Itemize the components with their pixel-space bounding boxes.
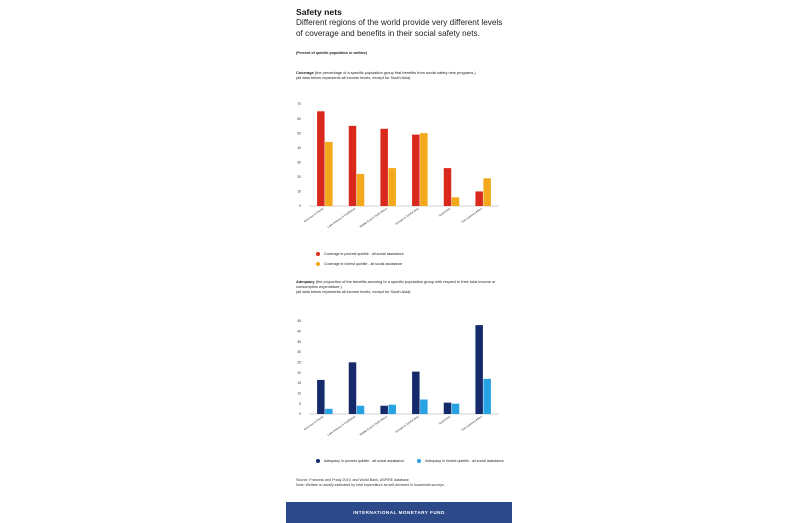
coverage-bar-richest [325,142,333,206]
y-tick-label: 40 [297,329,301,334]
category-label: Middle East & North Africa [358,206,388,229]
adequacy-bar-richest [325,409,333,414]
coverage-bar-richest [452,197,460,206]
category-label: Europe & Central Asia [394,206,420,226]
y-tick-label: 35 [297,339,301,344]
legend-dot-red [316,252,320,256]
coverage-note: (all data below represents all income levels, except for South Asia) [296,75,411,81]
y-tick-label: 30 [297,160,301,165]
legend-label: Coverage in richest quintile - all social assistance [324,262,403,266]
category-label: East Asia & Pacific [303,414,325,432]
adequacy-bar-poorest [412,372,420,414]
y-tick-label: 20 [297,175,301,180]
coverage-label: Coverage [296,70,314,75]
infographic-title: Safety nets [296,7,342,17]
y-tick-label: 50 [297,131,301,136]
coverage-bar-poorest [317,111,325,206]
legend-label: Coverage in poorest quintile - all social assistance [324,252,404,256]
infographic-subtitle: Different regions of the world provide very different levels of coverage and benefits in their social safety nets. [296,18,503,38]
adequacy-bar-richest [388,405,396,414]
coverage-bar-poorest [380,129,388,206]
legend-dot-orange [316,262,320,266]
category-label: Sub-Saharan Africa [460,206,483,224]
adequacy-definition: (the proportion of the benefits accruing to a specific population group with respect to their total income or consumption expenditure.) [296,279,496,290]
welfare-note: Note: Welfare is usually estimated by total expenditure as self-declared in household surveys. [296,483,445,488]
category-label: South Asia [437,414,452,426]
adequacy-bar-richest [357,406,365,414]
y-tick-label: 60 [297,116,301,121]
adequacy-label: Adequacy [296,279,315,284]
category-label: Latin America & Caribbean [326,206,357,229]
coverage-legend-poorest [316,252,416,257]
coverage-bar-poorest [412,135,420,206]
adequacy-note: (all data below represents all income levels, except for South Asia) [296,289,411,295]
coverage-chart [286,98,512,228]
coverage-bar-richest [357,174,365,206]
legend-label: Adequacy in richest quintile - all social assistance [425,459,504,463]
coverage-bar-richest [420,133,428,206]
category-label: Latin America & Caribbean [326,414,357,437]
y-tick-label: 70 [297,102,301,107]
adequacy-bar-poorest [349,362,357,414]
y-tick-label: 25 [297,360,301,365]
adequacy-bar-poorest [380,406,388,414]
category-label: South Asia [437,206,452,218]
adequacy-chart [286,306,512,446]
y-tick-label: 15 [297,381,301,386]
adequacy-bar-richest [452,404,460,414]
source-text: Source: Francesc and Prady 2019, and World Bank, ASPIRE database. [296,478,410,482]
infographic-card [286,0,512,523]
coverage-bar-richest [388,168,396,206]
imf-footer: INTERNATIONAL MONETARY FUND [286,502,512,523]
coverage-bar-poorest [475,191,483,206]
legend-dot-navy [316,459,320,463]
adequacy-legend [316,459,516,464]
adequacy-bar-poorest [444,403,452,414]
coverage-bar-poorest [444,168,452,206]
legend-dot-lightblue [417,459,421,463]
y-tick-label: 5 [299,401,301,406]
category-label: Sub-Saharan Africa [460,414,483,432]
y-tick-label: 30 [297,350,301,355]
unit-note: (Percent of quintile population or welfare) [296,51,368,55]
category-label: Europe & Central Asia [394,414,420,434]
adequacy-description [296,279,508,295]
y-tick-label: 45 [297,319,301,324]
adequacy-bar-richest [483,379,491,414]
y-tick-label: 40 [297,145,301,150]
category-label: Middle East & North Africa [358,414,388,437]
legend-label: Adequacy in poorest quintile - all social assistance [324,459,405,463]
y-tick-label: 0 [299,412,301,417]
adequacy-bar-richest [420,400,428,414]
y-tick-label: 10 [297,189,301,194]
y-tick-label: 20 [297,370,301,375]
y-tick-label: 10 [297,391,301,396]
coverage-description [296,70,508,80]
coverage-bar-richest [483,178,491,206]
y-tick-label: 0 [299,204,301,209]
coverage-bar-poorest [349,126,357,206]
adequacy-bar-poorest [475,325,483,414]
category-label: East Asia & Pacific [303,206,325,224]
coverage-definition: (the percentage of a specific population group that benefits from social safety nets programs.) [313,70,476,75]
source-note [296,478,508,488]
coverage-legend-richest [316,262,414,267]
adequacy-bar-poorest [317,380,325,414]
